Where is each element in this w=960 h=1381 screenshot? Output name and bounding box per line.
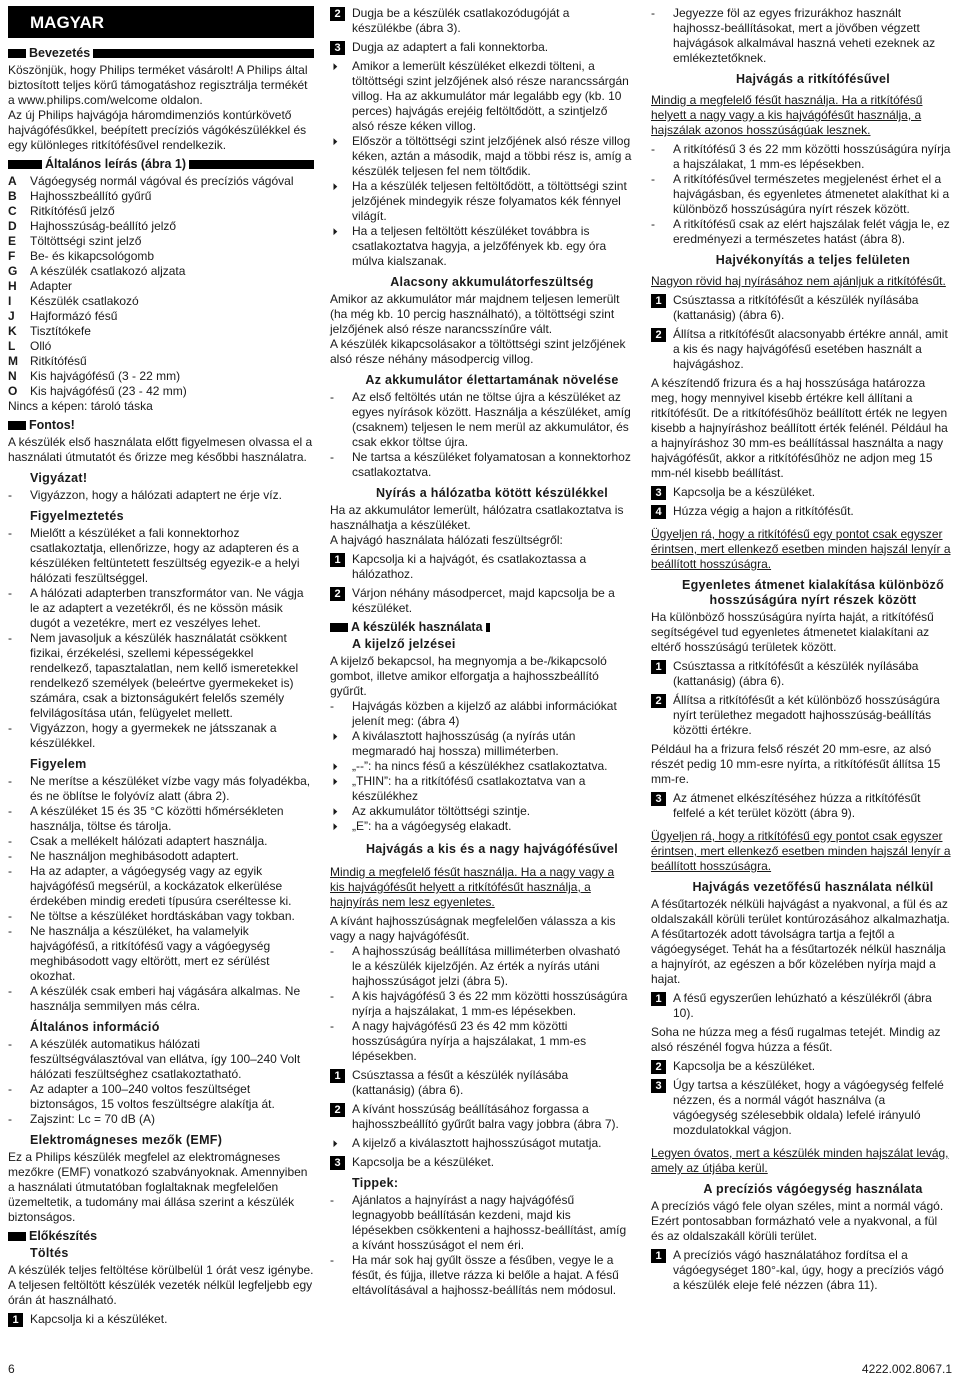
nyiras-p2: A hajvágó használata hálózati feszültségről:	[330, 533, 563, 547]
vezetofesu-p2: A fésűtartozék adott távolságra tartja a fejtől a vágóegységet. Tehát ha a fésűtartozék nélkül használja a hajnyírót, az egészen a bőr közelében nyírja majd a hajat.	[651, 927, 946, 986]
intro-paragraph-2: Az új Philips hajvágója háromdimenziós kontúrkövető hajvágófésűkkel, beépített precíziós vágókészülékkel és egy különleges ritkítófésűvel rendelkezik.	[8, 108, 307, 152]
hajvekony-step-4: 4 Húzza végig a hajon a ritkítófésűt.	[651, 504, 953, 519]
legend-item: O Kis hajvágófésű (23 - 42 mm)	[8, 384, 187, 398]
list-item: - A hálózati adapterben transzformátor van. Ne vágja le az adaptert a vezetékről, és ne kössön másik dugót a vezetékre, mert ez veszélyes lehet.	[8, 586, 314, 631]
kijelzo-arrows	[330, 729, 632, 834]
legend-item: G A készülék csatlakozó aljzata	[8, 264, 186, 278]
section-fontos: Fontos!	[8, 418, 314, 433]
list-item: - A készüléket 15 és 35 °C közötti hőmérsékleten használja, töltse és tárolja.	[8, 804, 314, 834]
heading-emf: Elektromágneses mezők (EMF)	[30, 1133, 223, 1147]
list-item: - A kis hajvágófésű 3 és 22 mm közötti hosszúságúra nyírja a hajszálakat, 1 mm-es lépésekben.	[330, 989, 632, 1019]
legyen-note: Legyen óvatos, mert a készülék minden hajszálat levág, amely az útjába kerül.	[651, 1146, 949, 1175]
list-item: - Az első feltöltés után ne töltse újra a készüléket az egyes nyírások között. Használja a készüléket, amíg (csaknem) teljesen le nem merül az akkumulátor, és csak ekkor töltse újra.	[330, 390, 632, 450]
kis-step-2: 2 A kívánt hosszúság beállításához forgassa a hajhosszbeállító gyűrűt balra vagy jobbra (ábra 7).	[330, 1102, 632, 1132]
arrow-item: ▶ „E”: ha a vágóegység elakadt.	[330, 819, 632, 834]
arrow-item: ▶ A kiválasztott hajhosszúság (a nyírás után megmaradó haj hossza) milliméterben.	[330, 729, 632, 759]
heading-elettartam: Az akkumulátor élettartamának növelése	[365, 373, 619, 387]
column-2	[330, 6, 632, 1298]
ugyeljen-note-2: Ügyeljen rá, hogy a ritkítófésű egy pontot csak egyszer érintsen, mert ellenkező esetben minden hajszál lenyír a beállított hosszúságra.	[651, 829, 951, 873]
legend-item: B Hajhosszbeállító gyűrű	[8, 189, 152, 203]
top-list	[651, 6, 953, 66]
list-item: - Ne merítse a készüléket vízbe vagy más folyadékba, és ne öblítse le folyóvíz alatt (ábra 2).	[8, 774, 314, 804]
step-3: 3 Dugja az adaptert a fali konnektorba.	[330, 40, 632, 55]
list-item: - A nagy hajvágófésű 23 és 42 mm közötti hosszúságúra nyírja a hajszálakat, 1 mm-es lépésekben.	[330, 1019, 632, 1064]
alacsony-p2: A készülék kikapcsolásakor a töltöttségi szint jelzőjének alsó része néhány másodpercig villog.	[330, 337, 626, 366]
list-item: - A ritkítófésű 3 és 22 mm közötti hosszúságúra nyírja a hajszálakat, 1 mm-es lépésekben.	[651, 142, 953, 172]
legend-item: A Vágóegység normál vágóval és precíziós vágóval	[8, 174, 294, 188]
nyiras-p1: Ha az akkumulátor lemerült, hálózatra csatlakoztatva is használhatja a készüléket.	[330, 503, 624, 532]
list-item: - Ajánlatos a hajnyírást a nagy hajvágófésű legnagyobb beállításán kezdeni, majd kis lépésekben csökkenteni a hajhossz-beállítást, amíg a kívánt hosszúságot el nem éri.	[330, 1193, 632, 1253]
heading-nyiras: Nyírás a hálózatba kötött készülékkel	[375, 486, 609, 500]
column-1	[8, 6, 314, 1331]
kijelzo-paragraph: A kijelző bekapcsol, ha megnyomja a be-/kikapcsoló gombot, illetve amikor elforgatja a hajhosszbeállító gyűrűt.	[330, 654, 607, 698]
list-item: - Ha az adapter, a vágóegység vagy az egyik hajvágófésű megsérül, a kockázatok elkerülése érdekében mindig eredeti típusúra cseréltesse ki.	[8, 864, 314, 909]
heading-alacsony: Alacsony akkumulátorfeszültség	[390, 275, 594, 289]
legend-item: H Adapter	[8, 279, 73, 293]
elettartam-list	[330, 390, 632, 480]
heading-hajvekony: Hajvékonyítás a teljes felületen	[715, 253, 911, 267]
arrow-item: ▶ Először a töltöttségi szint jelzőjének alsó része villog kéken, aztán a második, majd a többi rész is, amíg a készülék teljesen fel nem töltődik.	[330, 134, 632, 179]
figyelmeztetes-list	[8, 526, 314, 751]
list-item: - Mielőtt a készüléket a fali konnektorhoz csatlakoztatja, ellenőrizze, hogy az adapteren és a készüléken feltüntetett feszültség egyezik-e a helyi hálózati feszültséggel.	[8, 526, 314, 586]
legend-item: I Készülék csatlakozó	[8, 294, 139, 308]
list-item: - Nem javasoljuk a készülék használatát csökkent fizikai, érzékelési, szellemi képességekkel rendelkező, tapasztalatlan, nem kellő ismeretekkel rendelkező személyek (beleértve gyermekeket is) számára, csak a biztonságukért felelős személy felvilágosítása után, felügyelet mellett.	[8, 631, 314, 721]
list-item: - Jegyezze föl az egyes frizurákhoz használt hajhossz-beállításokat, mert a jövőben végzett hajvágások alkalmával haszná veheti ezeknek az emlékeztetőknek.	[651, 6, 953, 66]
intro-paragraph: Köszönjük, hogy Philips terméket vásárolt! A Philips által biztosított teljes körű támogatáshoz regisztrálja termékét a www.philips.com/welcome oldalon.	[8, 63, 308, 107]
arrow-item: ▶ Az akkumulátor töltöttségi szintje.	[330, 804, 632, 819]
vezetofesu-p3: Soha ne húzza meg a fésű rugalmas tetejét. Mindig az alsó részénél fogva húzza a fésűt.	[651, 1025, 941, 1054]
vezetofesu-step-1: 1 A fésű egyszerűen lehúzható a készülékről (ábra 10).	[651, 991, 953, 1021]
emf-paragraph: Ez a Philips készülék megfelel az elektromágneses mezőkre (EMF) vonatkozó szabványoknak. Amennyiben a használati útmutatóban foglaltaknak megfelelően üzemeltetik, a tudomány mai állása szerint a készülék biztonságos.	[8, 1150, 308, 1224]
section-bevezetes: Bevezetés	[8, 46, 314, 61]
egyenletes-paragraph: Ha különböző hosszúságúra nyírta haját, a ritkítófésű segítségével tud egyenletes átmenetet kialakítani az eltérő hosszúságú területek között.	[651, 610, 934, 654]
list-item: - Ha már sok haj gyűlt össze a fésűben, vegye le a fésűt, és fújja, illetve rázza ki belőle a hajat. A fésű eltávolításával a hajhossz-beállítás nem módosul.	[330, 1253, 632, 1298]
language-title: MAGYAR	[8, 6, 314, 38]
hajvekony-step-3: 3 Kapcsolja be a készüléket.	[651, 485, 953, 500]
heading-ritkito: Hajvágás a ritkítófésűvel	[735, 72, 891, 86]
arrow-item: ▶ Ha a készülék teljesen feltöltődött, a töltöttségi szint jelzőjének mindegyik része folyamatos kék fénnyel világít.	[330, 179, 632, 224]
section-hasznalata: A készülék használata	[330, 620, 632, 635]
kis-arrow: ▶ A kijelző a kiválasztott hajhosszúságot mutatja.	[330, 1136, 632, 1151]
list-item: - Vigyázzon, hogy a gyermekek ne játsszanak a készülékkel.	[8, 721, 314, 751]
section-elokeszites: Előkészítés	[8, 1229, 314, 1244]
fontos-paragraph: A készülék első használata előtt figyelmesen olvassa el a használati útmutatót és őrizze meg későbbi használatra.	[8, 435, 313, 464]
hajvekony-step-2: 2 Állítsa a ritkítófésűt alacsonyabb értékre annál, amit a kis és nagy hajvágófésű esetében használt a hajvágáshoz.	[651, 327, 953, 372]
document-code: 4222.002.8067.1	[861, 1362, 952, 1376]
arrow-item: ▶ „THIN”: ha a ritkítófésű csatlakoztatva van a készülékhez	[330, 774, 632, 804]
arrow-item: ▶ „--”: ha nincs fésű a készülékhez csatlakoztatva.	[330, 759, 632, 774]
list-item: - Ne használjon meghibásodott adaptert.	[8, 849, 314, 864]
list-item: - Ne töltse a készüléket hordtáskában vagy tokban.	[8, 909, 314, 924]
vigyazat-list	[8, 488, 314, 503]
list-item: - Csak a mellékelt hálózati adaptert használja.	[8, 834, 314, 849]
legend-item: K Tisztítókefe	[8, 324, 91, 338]
arrow-item: ▶ Amikor a lemerült készüléket elkezdi tölteni, a töltöttségi szint jelzőjének alsó része narancssárgán villog. Ha az akkumulátor már legalább egy (kb. 10 perces) hajvágás erejéig feltöltődött, a szintjelző alsó része kéken villog.	[330, 59, 632, 134]
legend-item: F Be- és kikapcsológomb	[8, 249, 155, 263]
heading-figyelem: Figyelem	[30, 757, 87, 771]
vezetofesu-p1: A fésűtartozék nélküli hajvágást a nyakvonal, a fül és az oldalszakáll körüli terület kontúrozásához alkalmazhatja.	[651, 897, 950, 926]
legend-item: C Ritkítófésű jelző	[8, 204, 115, 218]
step-2: 2 Dugja be a készülék csatlakozódugóját a készülékbe (ábra 3).	[330, 6, 632, 36]
precizios-step-1: 1 A precíziós vágó használatához fordítsa el a vágóegységet 180°-kal, úgy, hogy a precíziós vágó a készülék eleje felé nézzen (ábra 11).	[651, 1248, 953, 1293]
figyelem-list	[8, 774, 314, 1014]
kivant-list	[330, 944, 632, 1064]
ritkito-note: Mindig a megfelelő fésűt használja. Ha a ritkítófésű helyett a nagy vagy a kis hajvágófésűt használja, a hajszálak azonos hosszúságúak lesznek.	[651, 93, 923, 137]
list-item: - Ne használja a készüléket, ha valamelyik hajvágófésű, a ritkítófésű vagy a vágóegység meghibásodott vagy eltörött, mert ez sérülést okozhat.	[8, 924, 314, 984]
heading-kijelzo: A kijelző jelzései	[352, 637, 456, 651]
heading-tippek: Tippek:	[352, 1176, 399, 1190]
ugyeljen-note-1: Ügyeljen rá, hogy a ritkítófésű egy pontot csak egyszer érintsen, mert ellenkező esetben minden hajszál lenyír a beállított hosszúságra.	[651, 527, 951, 571]
legend-item: M Ritkítófésű	[8, 354, 87, 368]
list-item: - A készülék automatikus hálózati feszültségválasztóval van ellátva, így 100–240 Volt hálózati feszültséghez csatlakoztatható.	[8, 1037, 314, 1082]
toltes-paragraph: A készülék teljes feltöltése körülbelül 1 órát vesz igénybe. A teljesen feltöltött készülék vezeték nélkül legfeljebb egy órán át használható.	[8, 1263, 314, 1307]
heading-egyenletes: Egyenletes átmenet kialakítása különböző hosszúságúra nyírt részek között	[681, 578, 945, 607]
charging-arrows	[330, 59, 632, 269]
arrow-item: ▶ Ha a teljesen feltöltött készüléket továbbra is csatlakoztatva hagyja, a jelzőfények kb. egy óra múlva kialszanak.	[330, 224, 632, 269]
section-altalanos-leiras: Általános leírás (ábra 1)	[8, 157, 314, 172]
vezetofesu-step-2: 2 Kapcsolja be a készüléket.	[651, 1059, 953, 1074]
info-list	[8, 1037, 314, 1127]
precizios-paragraph: A precíziós vágó fele olyan széles, mint a normál vágó. Ezért pontosabban formázható vele a nyakvonal, a fül és az oldalszakáll körüli terület.	[651, 1199, 944, 1243]
list-item: - A hajhosszúság beállítása milliméterben olvasható le a készülék kijelzőjén. Az érték a nyírás utáni hajhosszúságot jelzi (ábra 5).	[330, 944, 632, 989]
mindig-note: Mindig a megfelelő fésűt használja. Ha a nagy vagy a kis hajvágófésűt helyett a ritkítófésűt használja, a hajnyírás nem lesz egyenletes.	[330, 865, 615, 909]
legend-item: E Töltöttségi szint jelző	[8, 234, 142, 248]
kijelzo-dash: - Hajvágás közben a kijelző az alábbi információkat jelenít meg: (ábra 4)	[330, 699, 632, 729]
hajvekony-step-1: 1 Csúsztassa a ritkítófésűt a készülék nyílásába (kattanásig) (ábra 6).	[651, 293, 953, 323]
heading-hajvagas-kis: Hajvágás a kis és a nagy hajvágófésűvel	[365, 842, 619, 856]
legend-item: L Olló	[8, 339, 52, 353]
heading-figyelmeztetes: Figyelmeztetés	[30, 509, 124, 523]
kivant-paragraph: A kívánt hajhosszúságnak megfelelően válassza a kis vagy a nagy hajvágófésűt.	[330, 914, 616, 943]
list-item: - A ritkítófésűvel természetes megjelenést érhet el a hajvágásban, és egyenletes átmenetet alakíthat ki a különböző hosszúságúra nyírt részek között.	[651, 172, 953, 217]
list-item: - Ne tartsa a készüléket folyamatosan a konnektorhoz csatlakoztatva.	[330, 450, 632, 480]
nyiras-step-2: 2 Várjon néhány másodpercet, majd kapcsolja be a készüléket.	[330, 586, 632, 616]
heading-precizios: A precíziós vágóegység használata	[703, 1182, 923, 1196]
list-item: - A készülék csak emberi haj vágására alkalmas. Ne használja semmilyen más célra.	[8, 984, 314, 1014]
egyenletes-step-1: 1 Csúsztassa a ritkítófésűt a készülék nyílásába (kattanásig) (ábra 6).	[651, 659, 953, 689]
kis-step-1: 1 Csúsztassa a fésűt a készülék nyílásába (kattanásig) (ábra 6).	[330, 1068, 632, 1098]
egyenletes-example: Például ha a frizura felső részét 20 mm-esre, az alsó részét pedig 10 mm-esre nyírta, a ritkítófésűt állítsa 15 mm-re.	[651, 742, 941, 786]
vezetofesu-step-3: 3 Úgy tartsa a készüléket, hogy a vágóegység felfelé nézzen, és a normál vágót használva (a vágóegység szélesebbik oldala) lefelé irányuló mozdulatokkal vágjon.	[651, 1078, 953, 1138]
legend-list	[8, 174, 314, 399]
page-number: 6	[8, 1362, 15, 1376]
heading-toltes: Töltés	[30, 1246, 69, 1260]
kis-step-3: 3 Kapcsolja be a készüléket.	[330, 1155, 632, 1170]
column-3	[651, 6, 953, 1297]
ritkito-list	[651, 142, 953, 247]
hajvekony-paragraph: A készítendő frizura és a haj hosszúsága határozza meg, hogy mennyivel kisebb értékre kell állítani a ritkítófésűt. De a ritkítófésűhöz beállított érték ne legyen kisebb a hajnyíráshoz beállított érték felénél. Például ha a hajnyíráshoz 30 mm-es beállítással használta a nagy hajvágófésűt, akkor a ritkítófésűhöz ne adjon meg 15 mm-nél kisebb beállítást.	[651, 376, 948, 480]
alacsony-p1: Amikor az akkumulátor már majdnem teljesen lemerült (ha még kb. 10 percig használható), a töltöttségi szint jelzőjének alsó része narancsszínűre vált.	[330, 292, 620, 336]
step-1: 1 Kapcsolja ki a készüléket.	[8, 1312, 314, 1327]
heading-vigyazat: Vigyázat!	[30, 471, 88, 485]
list-item: - Zajszint: Lc = 70 dB (A)	[8, 1112, 314, 1127]
egyenletes-step-2: 2 Állítsa a ritkítófésűt a két különböző hosszúságúra nyírt területhez megadott hajhosszúság-beállítás közötti értékre.	[651, 693, 953, 738]
list-item: - Vigyázzon, hogy a hálózati adaptert ne érje víz.	[8, 488, 314, 503]
nyiras-step-1: 1 Kapcsolja ki a hajvágót, és csatlakoztassa a hálózathoz.	[330, 552, 632, 582]
legend-item: D Hajhosszúság-beállító jelző	[8, 219, 177, 233]
legend-item: J Hajformázó fésű	[8, 309, 118, 323]
egyenletes-step-3: 3 Az átmenet elkészítéséhez húzza a ritkítófésűt felfelé a két terület között (ábra 9).	[651, 791, 953, 821]
nincs-a-kepen: Nincs a képen: tároló táska	[8, 399, 153, 413]
list-item: - A ritkítófésű csak az elért hajszálak felét vágja le, ez eredményezi a természetes hatást (ábra 8).	[651, 217, 953, 247]
heading-vezetofesu: Hajvágás vezetőfésű használata nélkül	[692, 880, 934, 894]
nagyon-note: Nagyon rövid haj nyírásához nem ajánljuk a ritkítófésűt.	[651, 274, 946, 288]
tippek-list	[330, 1193, 632, 1298]
list-item: - Az adapter a 100–240 voltos feszültséget biztonságos, 15 voltos feszültségre alakítja át.	[8, 1082, 314, 1112]
legend-item: N Kis hajvágófésű (3 - 22 mm)	[8, 369, 181, 383]
heading-altalanos-info: Általános információ	[30, 1020, 160, 1034]
